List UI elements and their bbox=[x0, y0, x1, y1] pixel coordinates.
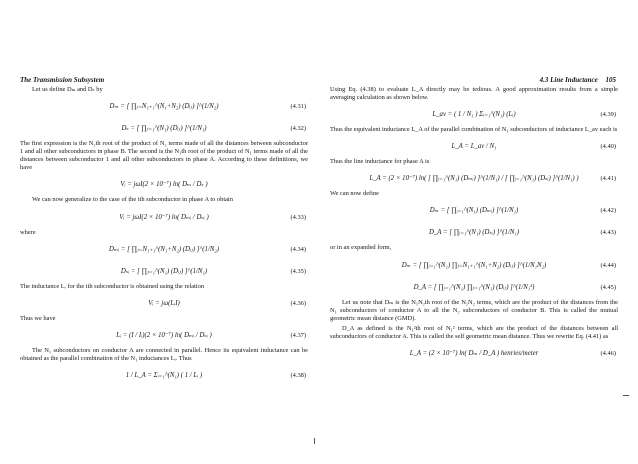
equation bbox=[20, 118, 308, 140]
paragraph: The inductance Lᵢ for the ith subconductor is obtained using the relation bbox=[20, 282, 205, 290]
paragraph: where bbox=[20, 228, 36, 236]
equation bbox=[20, 239, 308, 261]
equation-expression: L_A = (2 × 10⁻⁷) ln( Dₘ / D_A ) henries/meter bbox=[409, 349, 539, 357]
paragraph: Thus the equivalent inductance L_A of the parallel combination of N₁ subconductors of inductance L_av each is bbox=[330, 126, 618, 134]
equation-number: (4.36) bbox=[290, 299, 306, 307]
margin-dash bbox=[623, 395, 629, 396]
equation-expression: Dₘᵢ = [ ∏ⱼ₌N₁₊₁^(N₁+N₂) (Dᵢⱼ) ]^(1/N₂) bbox=[108, 245, 219, 253]
paragraph: or in an expanded form, bbox=[330, 244, 392, 252]
equation bbox=[20, 365, 308, 387]
equation bbox=[20, 325, 308, 347]
equation-expression: Vᵢ = jωI(2 × 10⁻⁷) ln( Dₘ / Dₛ ) bbox=[120, 181, 208, 189]
equation bbox=[330, 343, 618, 365]
left-column bbox=[20, 86, 308, 387]
paragraph: Thus we have bbox=[20, 314, 56, 322]
right-column bbox=[330, 86, 618, 365]
paragraph: The N₁ subconductors on conductor A are connected in parallel. Hence its equivalent inductance can be obtained as the parallel combination of the N₁ inductances Lᵢ. Thus bbox=[20, 346, 308, 362]
equation bbox=[20, 96, 308, 118]
equation-expression: L_A = (2 × 10⁻⁷) ln( [ ∏ᵢ₌₁^(N₁) (Dₘᵢ) ]^(1/N₁) / [ ∏ᵢ₌₁^(N₁) (Dₛᵢ) ]^(1/N₁) ) bbox=[369, 175, 579, 183]
equation bbox=[20, 293, 308, 315]
paragraph: Let us note that Dₘ is the N₁N₂th root of the N₁N₂ terms, which are the product of the distances from the N₁ subconductors of conductor A to all the N₂ subconductors of conductor B. This is called the mutual geometric mean distance (GMD). bbox=[330, 298, 618, 322]
equation-expression: D_A = [ ∏ᵢ₌₁^(N₁) (Dₛᵢ) ]^(1/N₁) bbox=[429, 229, 519, 237]
equation bbox=[330, 104, 618, 126]
equation-expression: Dₘ = [ ∏ⱼ₌N₁₊₁^(N₁+N₂) (Dᵢⱼ) ]^(1/N₂) bbox=[109, 103, 219, 111]
equation bbox=[20, 207, 308, 229]
equation bbox=[330, 200, 618, 222]
equation-expression: Dₘ = [ ∏ᵢ₌₁^(N₁) (Dₘᵢ) ]^(1/N₁) bbox=[429, 207, 519, 215]
equation bbox=[330, 255, 618, 277]
equation-expression: D_A = [ ∏ᵢ₌₁^(N₁) ∏ⱼ₌₁^(N₁) (Dᵢⱼ) ]^(1/N₁²) bbox=[413, 283, 535, 291]
equation-number: (4.35) bbox=[290, 267, 306, 275]
equation-expression: Lᵢ = (I / Iᵢ)(2 × 10⁻⁷) ln( Dₘᵢ / Dₛᵢ ) bbox=[116, 331, 212, 339]
equation-number: (4.39) bbox=[600, 111, 616, 119]
equation bbox=[330, 168, 618, 190]
equation bbox=[20, 174, 308, 196]
equation-number: (4.43) bbox=[600, 229, 616, 237]
paragraph: We can now define bbox=[330, 190, 379, 198]
equation-expression: Vᵢ = jω(LᵢI) bbox=[148, 299, 180, 307]
equation-number: (4.45) bbox=[600, 283, 616, 291]
equation-number: (4.34) bbox=[290, 245, 306, 253]
paragraph: We can now generalize to the case of the ith subconductor in phase A to obtain bbox=[32, 196, 233, 204]
equation-number: (4.37) bbox=[290, 331, 306, 339]
equation-expression: Dₛᵢ = [ ∏ⱼ₌₁^(N₁) (Dᵢⱼ) ]^(1/N₁) bbox=[120, 267, 208, 275]
equation-number: (4.40) bbox=[600, 143, 616, 151]
paragraph: D_A as defined is the N₁²th root of N₁² terms, which are the product of the distances between all subconductors of conductor A. This is called the self geometric mean distance. Thus we rewrite Eq. (4.41) as bbox=[330, 324, 618, 340]
equation-number: (4.44) bbox=[600, 261, 616, 269]
equation bbox=[330, 136, 618, 158]
running-header-left: The Transmission Subsystem bbox=[20, 76, 105, 84]
page-number: 105 bbox=[605, 76, 616, 84]
equation-expression: L_A = L_av / N₁ bbox=[451, 143, 497, 151]
gutter-mark bbox=[314, 438, 315, 444]
equation bbox=[20, 261, 308, 283]
paragraph: Thus the line inductance for phase A is bbox=[330, 158, 430, 166]
equation-expression: Dₘ = [ ∏ᵢ₌₁^(N₁) ∏ⱼ₌N₁₊₁^(N₁+N₂) (Dᵢⱼ) ]^(1/N₁N₂) bbox=[401, 261, 547, 269]
equation-number: (4.46) bbox=[600, 349, 616, 357]
equation bbox=[330, 222, 618, 244]
equation-expression: L_av = ( 1 / N₁ ) Σᵢ₌₁^(N₁) (Lᵢ) bbox=[432, 111, 516, 119]
paragraph: The first expression is the N₂th root of the product of N₂ terms made of all the distances between subconductor 1 and all other subconductors in phase B. The second is the N₁th root of the product of N₁ terms made of all the distances between subconductor 1 and all other subconductors in phase A. According to these definitions, we have bbox=[20, 140, 308, 172]
equation-number: (4.31) bbox=[290, 103, 306, 111]
equation-number: (4.32) bbox=[290, 125, 306, 133]
paragraph: Using Eq. (4.38) to evaluate L_A directly may be tedious. A good approximation results from a simple averaging calculation as shown below. bbox=[330, 86, 618, 102]
section-title: 4.3 Line Inductance bbox=[539, 76, 598, 84]
equation-number: (4.38) bbox=[290, 371, 306, 379]
equation-expression: Vᵢ = jωI(2 × 10⁻⁷) ln( Dₘᵢ / Dₛᵢ ) bbox=[119, 213, 209, 221]
running-header-right bbox=[540, 76, 616, 84]
equation-number: (4.41) bbox=[600, 175, 616, 183]
paragraph: Let us define Dₘ and Dₛ by bbox=[32, 86, 103, 93]
equation-expression: 1 / L_A = Σᵢ₌₁^(N₁) ( 1 / Lᵢ ) bbox=[125, 371, 203, 379]
equation bbox=[330, 277, 618, 299]
equation-number: (4.33) bbox=[290, 213, 306, 221]
equation-expression: Dₛ = [ ∏ⱼ₌₁^(N₁) (Dᵢⱼ) ]^(1/N₁) bbox=[121, 125, 207, 133]
equation-number: (4.42) bbox=[600, 207, 616, 215]
